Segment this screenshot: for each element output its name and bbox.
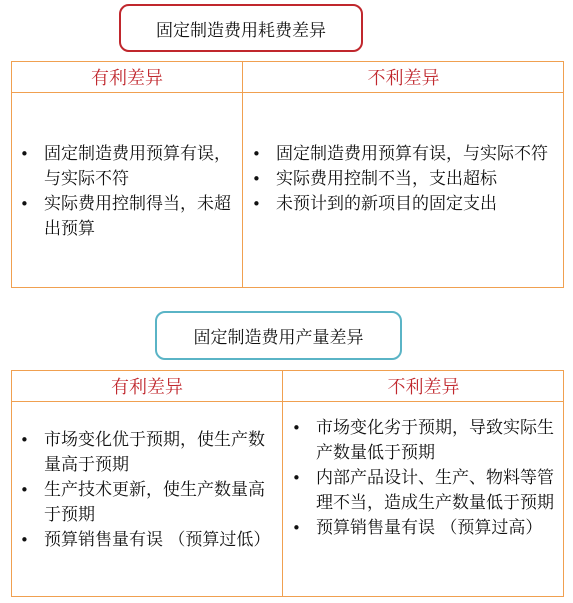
section2-column-divider — [282, 371, 283, 596]
list-item: • 实际费用控制不当，支出超标 — [244, 167, 557, 192]
list-item: • 固定制造费用预算有误，与实际不符 — [20, 144, 231, 189]
bullet-icon: • — [252, 170, 261, 188]
section1-favorable-cell — [12, 142, 242, 242]
list-item: • 预算销售量有误 （预算过高） — [284, 516, 557, 541]
section1-favorable-list — [12, 142, 234, 242]
bullet-icon: • — [20, 531, 29, 549]
section2-unfavorable-list — [284, 416, 557, 541]
section2-unfavorable-cell — [284, 416, 563, 541]
section2-title-box — [155, 311, 402, 360]
bullet-icon: • — [292, 519, 301, 537]
section1-column-divider — [242, 62, 243, 287]
section2-title: 固定制造费用产量差异 — [193, 328, 364, 348]
list-item: • 市场变化劣于预期，导致实际生产数量低于预期 — [292, 418, 554, 463]
section2-favorable-header: 有利差异 — [111, 377, 183, 398]
list-item: • 固定制造费用预算有误，与实际不符 — [244, 142, 557, 167]
section2-table — [11, 370, 564, 597]
bullet-icon: • — [20, 481, 29, 499]
section1-title-box — [119, 4, 363, 52]
section1-table — [11, 61, 564, 288]
section1-unfavorable-header: 不利差异 — [367, 68, 440, 89]
list-item: • 实际费用控制得当，未超出预算 — [20, 194, 231, 239]
bullet-icon: • — [20, 431, 29, 449]
section1-title: 固定制造费用耗费差异 — [156, 20, 326, 41]
section1-unfavorable-list — [244, 142, 557, 217]
section1-header-divider — [12, 92, 563, 93]
bullet-icon: • — [252, 145, 261, 163]
list-item: • 市场变化优于预期，使生产数量高于预期 — [20, 430, 265, 475]
list-item: • 生产技术更新，使生产数量高于预期 — [20, 480, 265, 525]
section1-favorable-header: 有利差异 — [91, 68, 163, 89]
list-item: • 预算销售量有误 （预算过低） — [12, 528, 272, 553]
bullet-icon: • — [292, 469, 301, 487]
bullet-icon: • — [20, 195, 29, 213]
section2-header-divider — [12, 401, 563, 402]
section2-favorable-list — [12, 428, 272, 553]
list-item: • 内部产品设计、生产、物料等管理不当，造成生产数量低于预期 — [292, 468, 554, 513]
section1-unfavorable-cell — [244, 142, 563, 217]
bullet-icon: • — [252, 195, 261, 213]
bullet-icon: • — [292, 419, 301, 437]
bullet-icon: • — [20, 145, 29, 163]
list-item: • 未预计到的新项目的固定支出 — [244, 192, 557, 217]
section2-favorable-cell — [12, 428, 282, 553]
section2-unfavorable-header: 不利差异 — [387, 377, 460, 398]
